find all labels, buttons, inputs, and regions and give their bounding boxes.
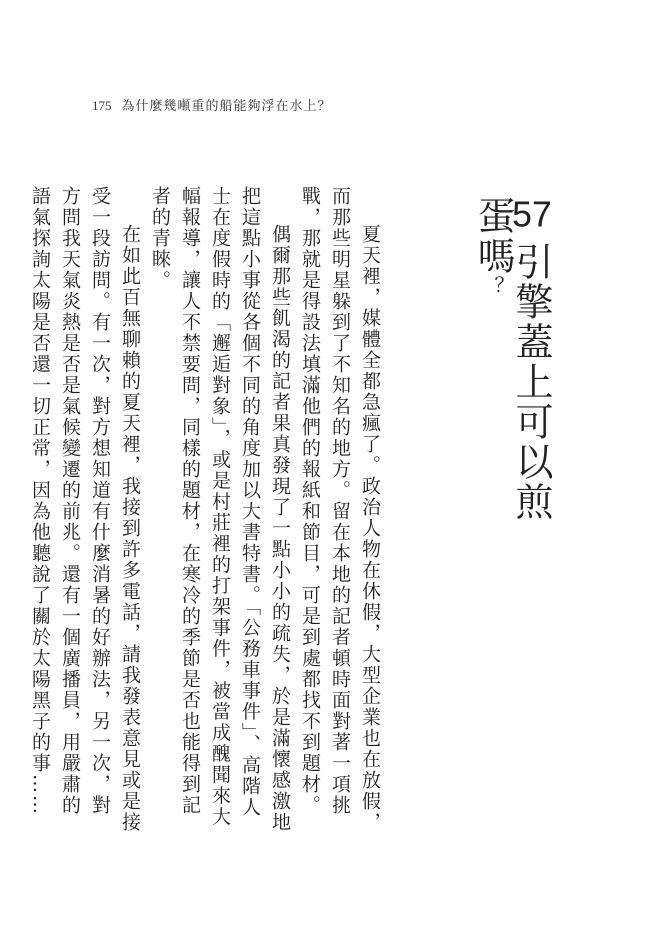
page-number: 175	[92, 98, 112, 113]
paragraph-2: 偶爾那些飢渴的記者果真發現了一點小小的疏失，於是滿懷感激地把這點小事從各個不同的角度加以大書特書。「公務車事件」、高階人士在度假時的「邂逅對象」，或是村莊裡的打架事件，被當成醜聞來大幅報導，讓人不禁要問，同樣的題材，在寒冷的季節是否也能得到記者的青睞。	[149, 186, 291, 833]
paragraph-1: 夏天裡，媒體全都急瘋了。政治人物在休假，大型企業也在放假，而那些明星躲到了不知名的地方。留在本地的記者頓時面對著一項挑戰，那就是得設法填滿他們的報紙和節目，可是到處都找不到題材。	[299, 186, 381, 833]
running-title: 為什麼幾噸重的船能夠浮在水上？	[121, 99, 332, 114]
chapter-number: 57	[512, 196, 552, 232]
running-header	[92, 95, 332, 114]
paragraph-3: 在如此百無聊賴的夏天裡，我接到許多電話，請我發表意見或是接受一段訪問。有一次，對方想知道有什麼消暑的好辦法，另一次，對方問我天氣炎熱是否是氣候變遷的前兆。還有一個廣播員，用嚴肅的語氣探詢太陽是否還一切正常，因為他聽說了關於太陽黑子的事……	[29, 186, 141, 833]
chapter-title: 引擎蓋上可以煎蛋嗎	[471, 196, 553, 522]
chapter-question-mark: ？	[481, 276, 505, 298]
body-text	[0, 186, 385, 836]
chapter-heading	[471, 196, 553, 536]
